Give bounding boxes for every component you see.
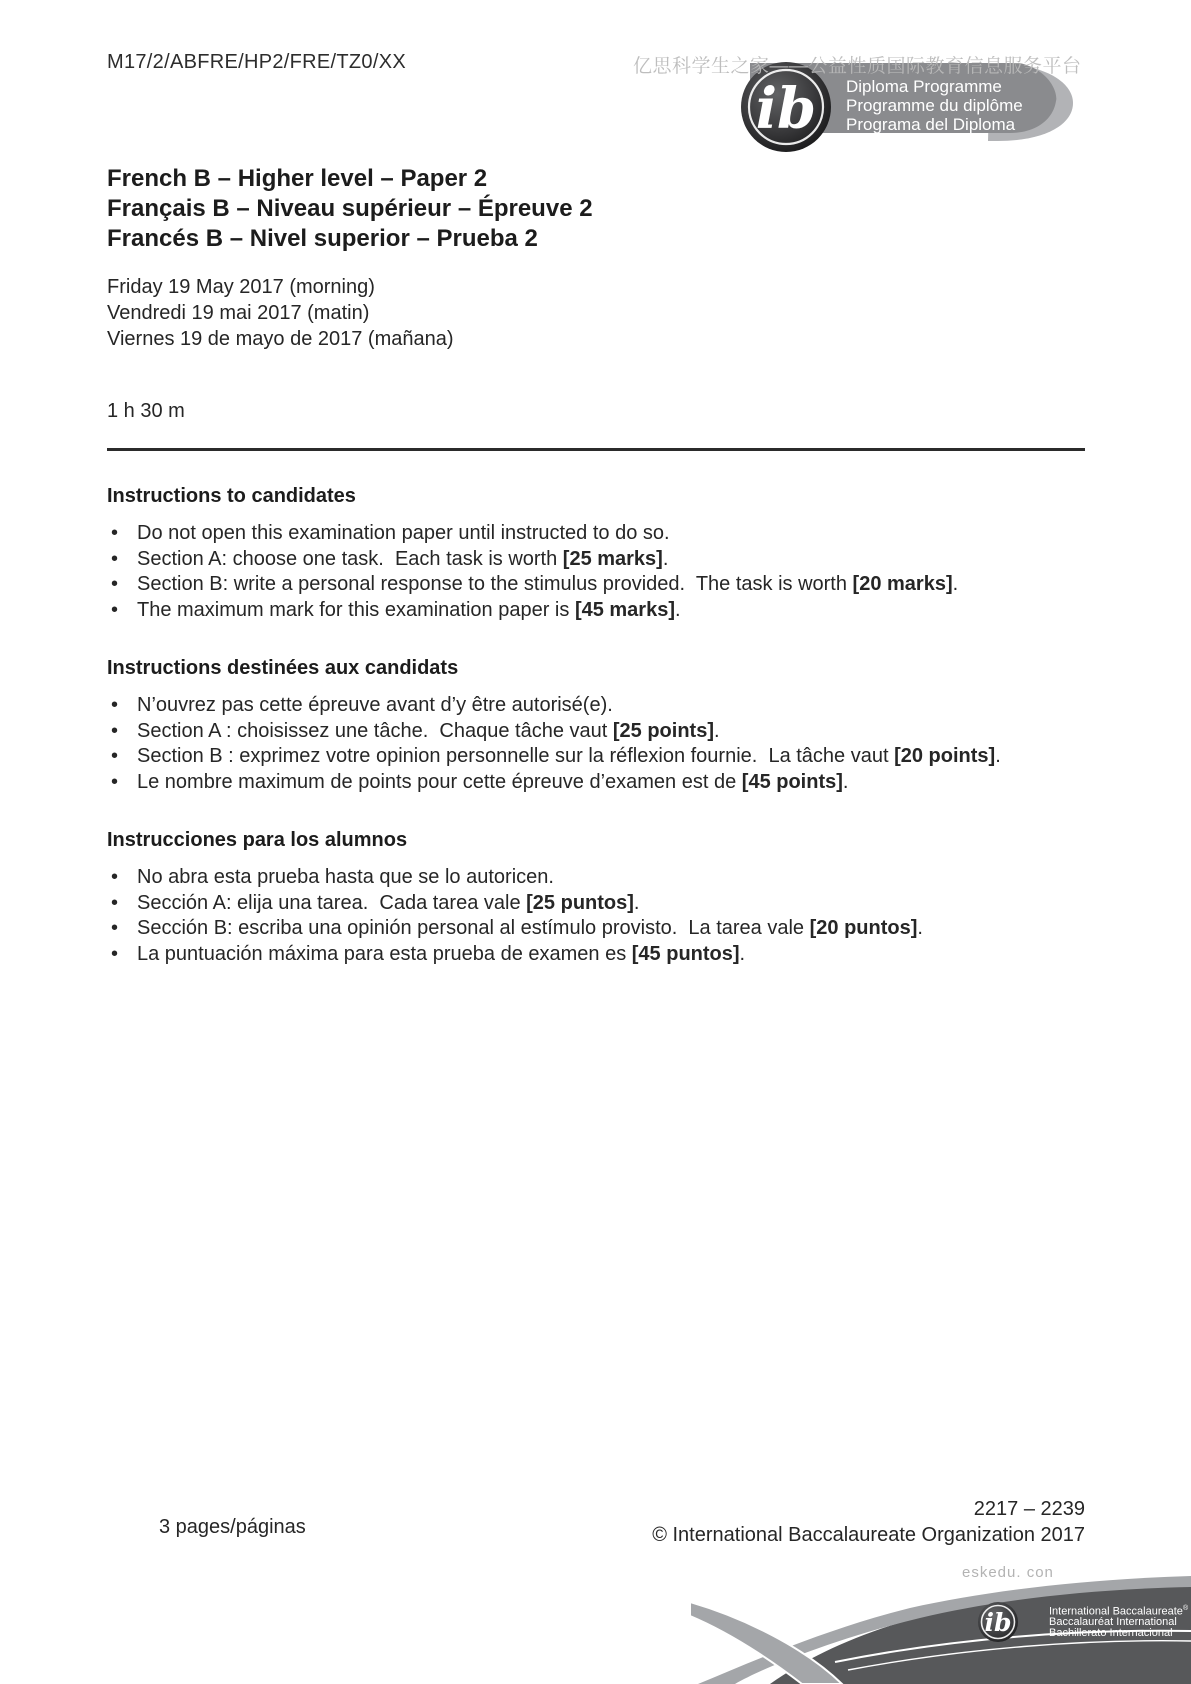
main-content — [107, 164, 1085, 967]
bullet-marker: • — [111, 573, 119, 595]
bullet-marker: • — [111, 942, 119, 965]
bullet-marker: • — [111, 866, 119, 888]
paper-title-fr: Français B – Niveau supérieur – Épreuve 2 — [107, 195, 593, 222]
horizontal-rule — [107, 448, 1085, 451]
list-item — [107, 770, 1085, 796]
exam-duration: 1 h 30 m — [107, 400, 185, 422]
instructions-list-es — [107, 865, 1085, 967]
instructions-list-fr — [107, 693, 1085, 795]
bullet-marker: • — [111, 522, 119, 544]
bullet-marker: • — [111, 598, 119, 621]
bullet-text: No abra esta prueba hasta que se lo autoricen. — [137, 866, 554, 888]
session-code: 2217 – 2239 — [973, 1498, 1085, 1520]
top-watermark-text: 亿思科学生之家——公益性质国际教育信息服务平台 — [633, 56, 1082, 77]
bullet-text: Sección A: elija una tarea. Cada tarea vale [25 puntos]. — [137, 891, 640, 914]
bullet-marker: • — [111, 745, 119, 767]
section-heading-en: Instructions to candidates — [107, 485, 356, 507]
banner-line-es: Programa del Diploma — [846, 115, 1016, 134]
exam-date-fr: Vendredi 19 mai 2017 (matin) — [107, 302, 370, 324]
org-name-fr: Baccalauréat International — [1049, 1616, 1177, 1629]
bullet-text: Do not open this examination paper until instructed to do so. — [137, 522, 670, 544]
list-item — [107, 598, 1085, 624]
bullet-marker: • — [111, 917, 119, 939]
list-item — [107, 916, 1085, 942]
instructions-list-en — [107, 521, 1085, 623]
list-item — [107, 891, 1085, 917]
registered-mark: ® — [1182, 1605, 1189, 1612]
exam-date-en: Friday 19 May 2017 (morning) — [107, 276, 375, 298]
bullet-marker: • — [111, 547, 119, 570]
list-item — [107, 942, 1085, 968]
section-heading-fr: Instructions destinées aux candidats — [107, 657, 459, 679]
bullet-marker: • — [111, 694, 119, 716]
bullet-marker: • — [111, 770, 119, 793]
bullet-text: Section A: choose one task. Each task is worth [25 marks]. — [137, 547, 669, 570]
bottom-watermark-text: eskedu. con — [962, 1564, 1054, 1581]
bullet-text: Section A : choisissez une tâche. Chaque tâche vaut [25 points]. — [137, 719, 720, 742]
bullet-text: Le nombre maximum de points pour cette épreuve d’examen est de [45 points]. — [137, 770, 849, 793]
bullet-text: Section B: write a personal response to the stimulus provided. The task is worth [20 marks]. — [137, 573, 959, 595]
footer-right-block — [652, 1496, 1085, 1548]
list-item — [107, 521, 1085, 547]
copyright-notice: © International Baccalaureate Organization 2017 — [652, 1524, 1085, 1546]
list-item — [107, 744, 1085, 770]
ib-footer-org-names — [1049, 1604, 1188, 1639]
exam-code: M17/2/ABFRE/HP2/FRE/TZ0/XX — [107, 51, 406, 73]
exam-date-es: Viernes 19 de mayo de 2017 (mañana) — [107, 328, 454, 350]
list-item — [107, 719, 1085, 745]
paper-title-en: French B – Higher level – Paper 2 — [107, 165, 488, 192]
paper-title-es: Francés B – Nivel superior – Prueba 2 — [107, 225, 538, 252]
bullet-text: N’ouvrez pas cette épreuve avant d’y être autorisé(e). — [137, 694, 613, 716]
bullet-text: Sección B: escriba una opinión personal al estímulo provisto. La tarea vale [20 puntos]. — [137, 917, 923, 939]
bullet-text: Section B : exprimez votre opinion personnelle sur la réflexion fournie. La tâche vaut [20 points]. — [137, 745, 1001, 767]
bullet-text: La puntuación máxima para esta prueba de examen es [45 puntos]. — [137, 942, 746, 965]
org-name-en: International Baccalaureate® — [1049, 1605, 1189, 1618]
banner-line-fr: Programme du diplôme — [846, 96, 1023, 115]
banner-line-en: Diploma Programme — [846, 77, 1002, 96]
list-item — [107, 572, 1085, 598]
bullet-marker: • — [111, 891, 119, 914]
ib-monogram-top: ib — [755, 76, 817, 142]
bullet-marker: • — [111, 719, 119, 742]
exam-dates — [107, 274, 1085, 352]
ib-monogram-bottom: ib — [984, 1608, 1012, 1637]
list-item — [107, 693, 1085, 719]
org-name-es: Bachillerato Internacional — [1049, 1627, 1173, 1640]
bullet-text: The maximum mark for this examination paper is [45 marks]. — [137, 598, 681, 621]
section-heading-es: Instrucciones para los alumnos — [107, 829, 408, 851]
diploma-programme-banner — [846, 77, 1023, 134]
page-count: 3 pages/páginas — [159, 1516, 306, 1538]
list-item — [107, 865, 1085, 891]
list-item — [107, 547, 1085, 573]
